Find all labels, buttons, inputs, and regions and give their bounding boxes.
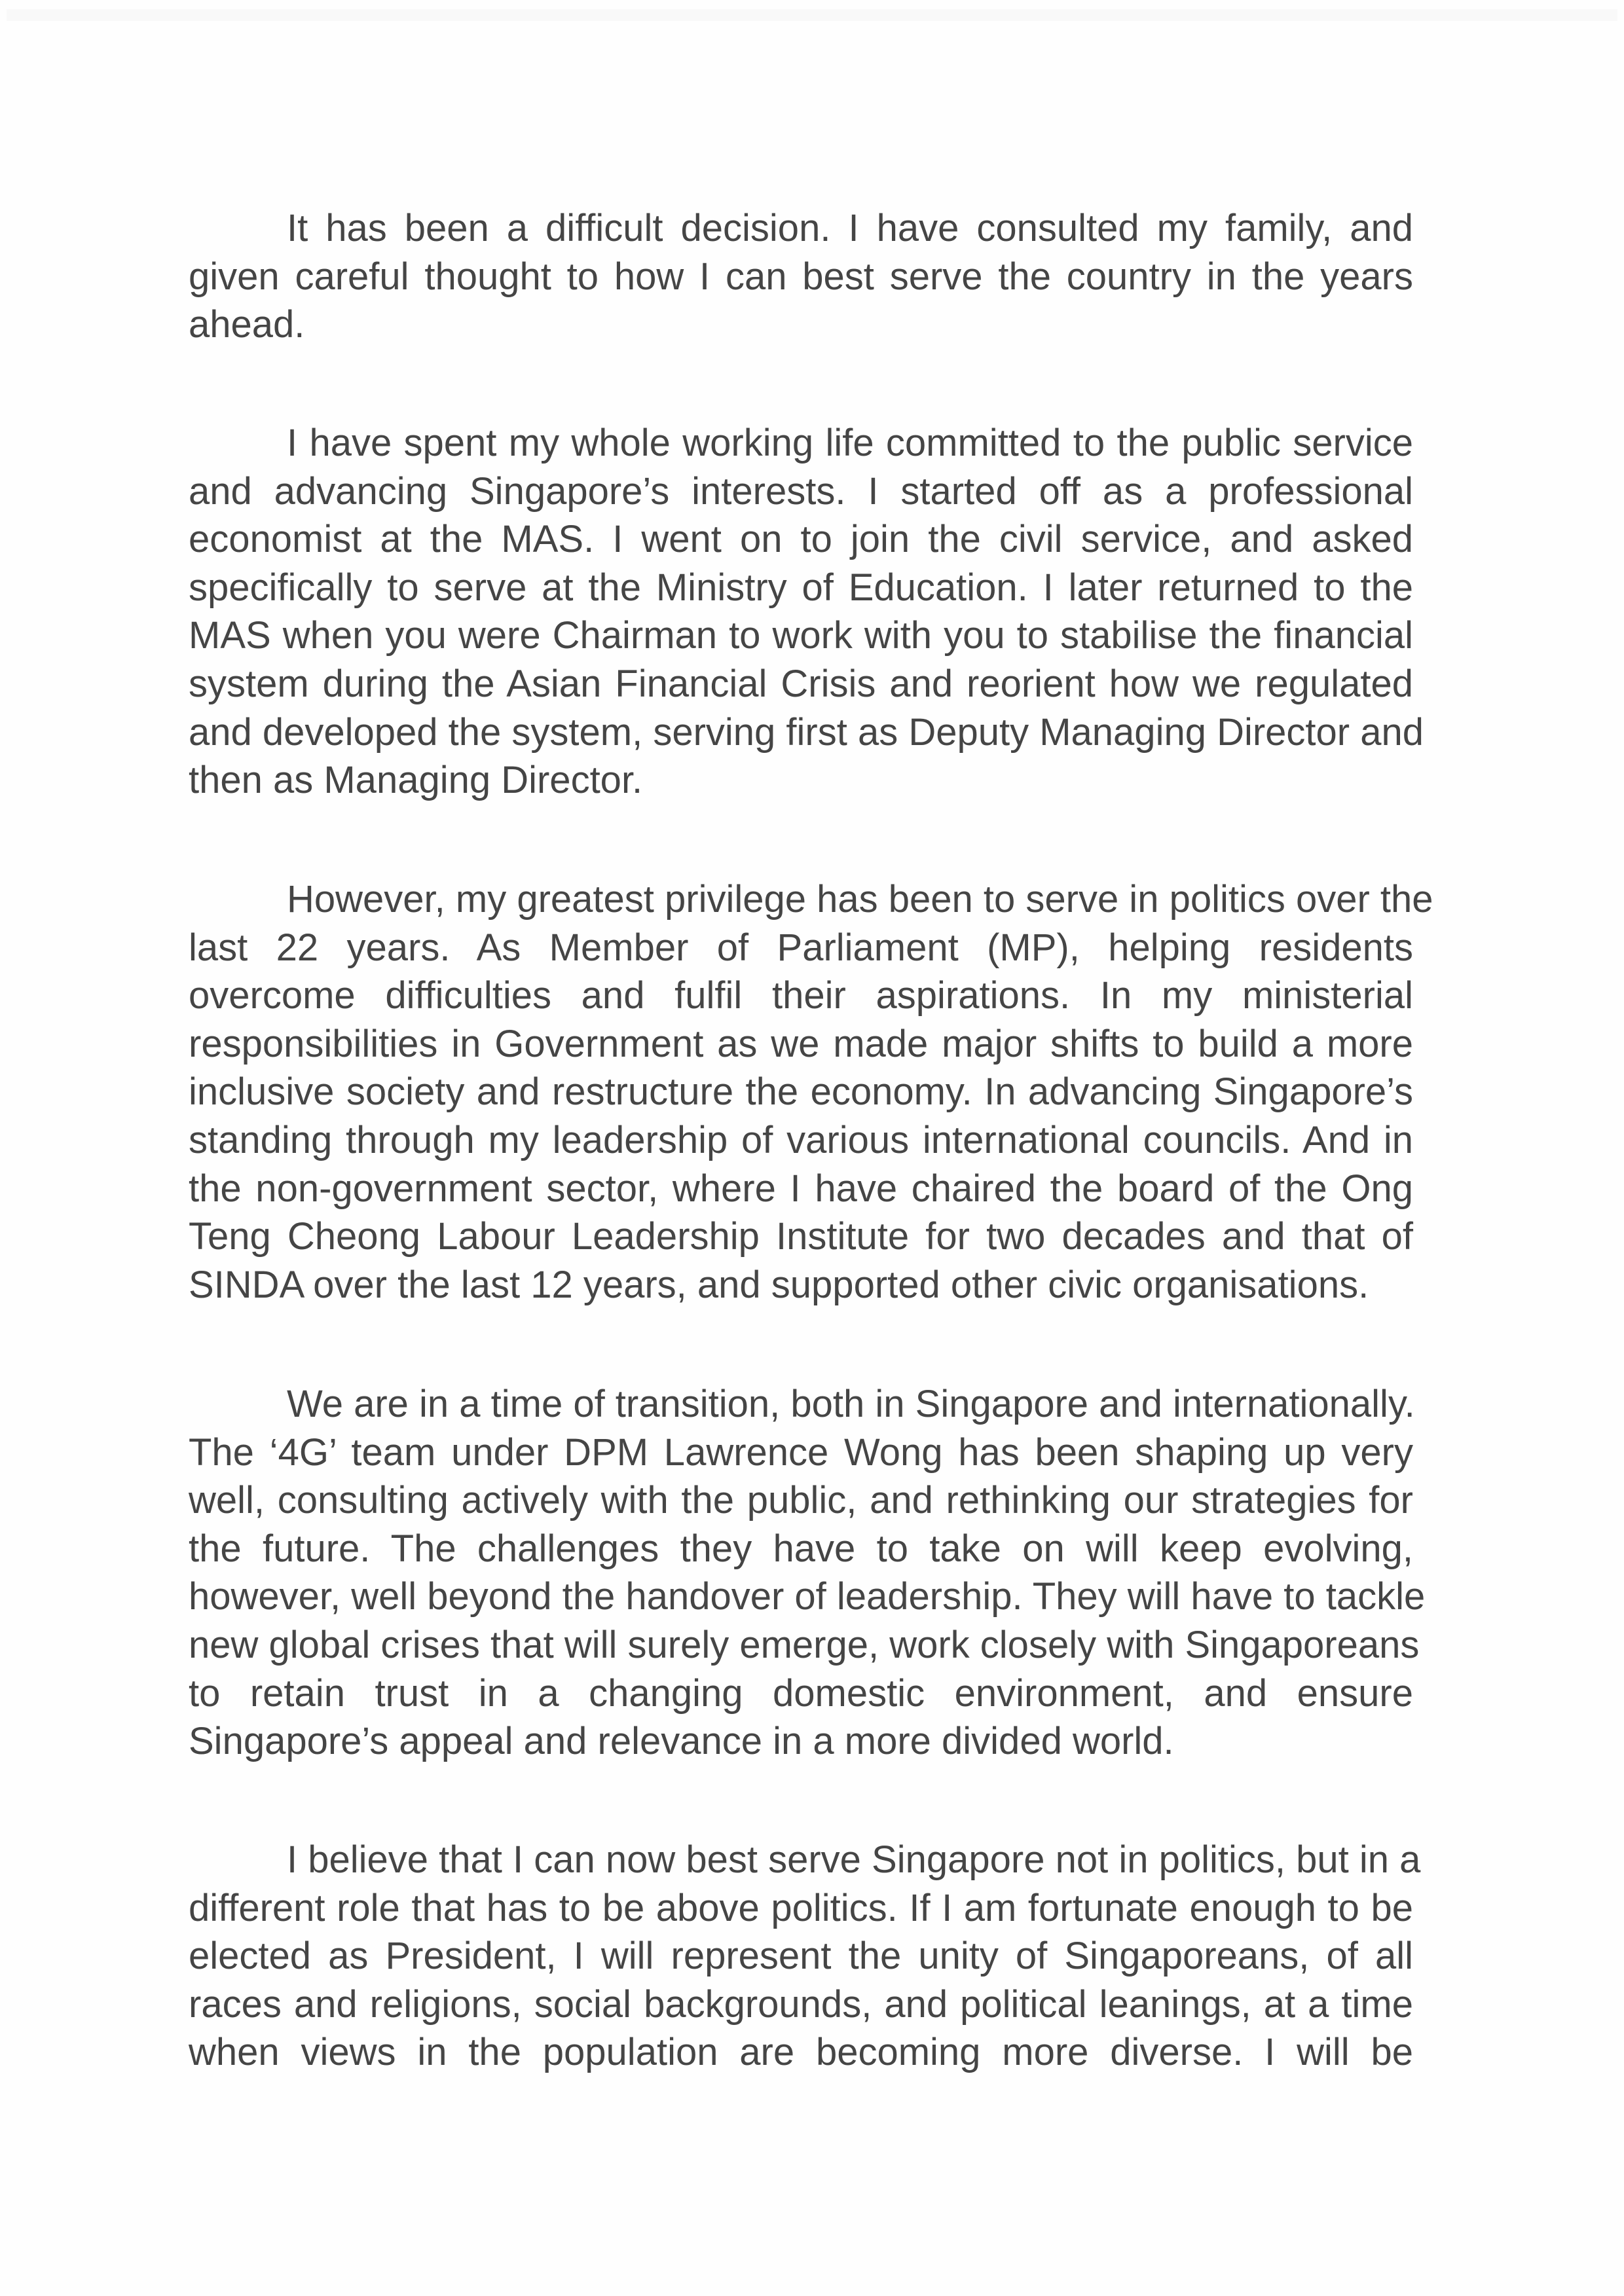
paragraph-line: to retain trust in a changing domestic environment, and ensure (189, 1671, 1413, 1715)
paragraph-line: We are in a time of transition, both in Singapore and internationally. (287, 1383, 1415, 1425)
scan-artifact-band (7, 9, 1617, 21)
paragraph-line: and developed the system, serving first as Deputy Managing Director and (189, 710, 1424, 754)
paragraph-line: races and religions, social backgrounds, and political leanings, at a time (189, 1982, 1413, 2026)
paragraph-line: well, consulting actively with the public, and rethinking our strategies for (189, 1479, 1413, 1522)
paragraph-line: different role that has to be above politics. If I am fortunate enough to be (189, 1886, 1413, 1929)
paragraph-line: elected as President, I will represent the unity of Singaporeans, of all (189, 1935, 1413, 1978)
paragraph-line: ahead. (189, 303, 305, 346)
paragraph-line: inclusive society and restructure the economy. In advancing Singapore’s (189, 1070, 1413, 1114)
paragraph-line: economist at the MAS. I went on to join the civil service, and asked (189, 518, 1413, 561)
paragraph-line: system during the Asian Financial Crisis and reorient how we regulated (189, 662, 1413, 705)
paragraph-line: then as Managing Director. (189, 759, 643, 802)
paragraph-3 (189, 875, 1433, 1309)
paragraph-line: It has been a difficult decision. I have consulted my family, and (287, 207, 1413, 249)
paragraph-line: The ‘4G’ team under DPM Lawrence Wong has been shaping up very (189, 1430, 1413, 1474)
paragraph-line: the future. The challenges they have to take on will keep evolving, (189, 1527, 1413, 1570)
paragraph-line: new global crises that will surely emerge, work closely with Singaporeans (189, 1623, 1420, 1666)
paragraph-line: I have spent my whole working life committed to the public service (287, 422, 1413, 464)
paragraph-line: and advancing Singapore’s interests. I started off as a professional (189, 469, 1413, 513)
paragraph-line: the non-government sector, where I have chaired the board of the Ong (189, 1167, 1413, 1210)
paragraph-line: standing through my leadership of various international councils. And in (189, 1118, 1413, 1161)
paragraph-line: last 22 years. As Member of Parliament (MP), helping residents (189, 926, 1413, 969)
paragraph-line: overcome difficulties and fulfil their aspirations. In my ministerial (189, 974, 1413, 1017)
paragraph-line: Singapore’s appeal and relevance in a more divided world. (189, 1720, 1174, 1763)
paragraph-line: however, well beyond the handover of leadership. They will have to tackle (189, 1575, 1426, 1618)
paragraph-line: SINDA over the last 12 years, and supported other civic organisations. (189, 1263, 1369, 1306)
paragraph-line: I believe that I can now best serve Singapore not in politics, but in a (287, 1838, 1421, 1881)
paragraph-line: MAS when you were Chairman to work with you to stabilise the financial (189, 614, 1413, 657)
paragraph-1 (189, 204, 1413, 349)
paragraph-line: specifically to serve at the Ministry of Education. I later returned to the (189, 566, 1413, 609)
paragraph-2 (189, 419, 1424, 805)
paragraph-5 (189, 1836, 1421, 2077)
paragraph-line: when views in the population are becoming more diverse. I will be (189, 2031, 1413, 2074)
paragraph-line: However, my greatest privilege has been to serve in politics over the (287, 878, 1433, 920)
paragraph-line: Teng Cheong Labour Leadership Institute for two decades and that of (189, 1215, 1413, 1258)
paragraph-line: given careful thought to how I can best serve the country in the years (189, 255, 1413, 298)
paragraph-4 (189, 1380, 1426, 1766)
paragraph-line: responsibilities in Government as we made major shifts to build a more (189, 1022, 1413, 1065)
